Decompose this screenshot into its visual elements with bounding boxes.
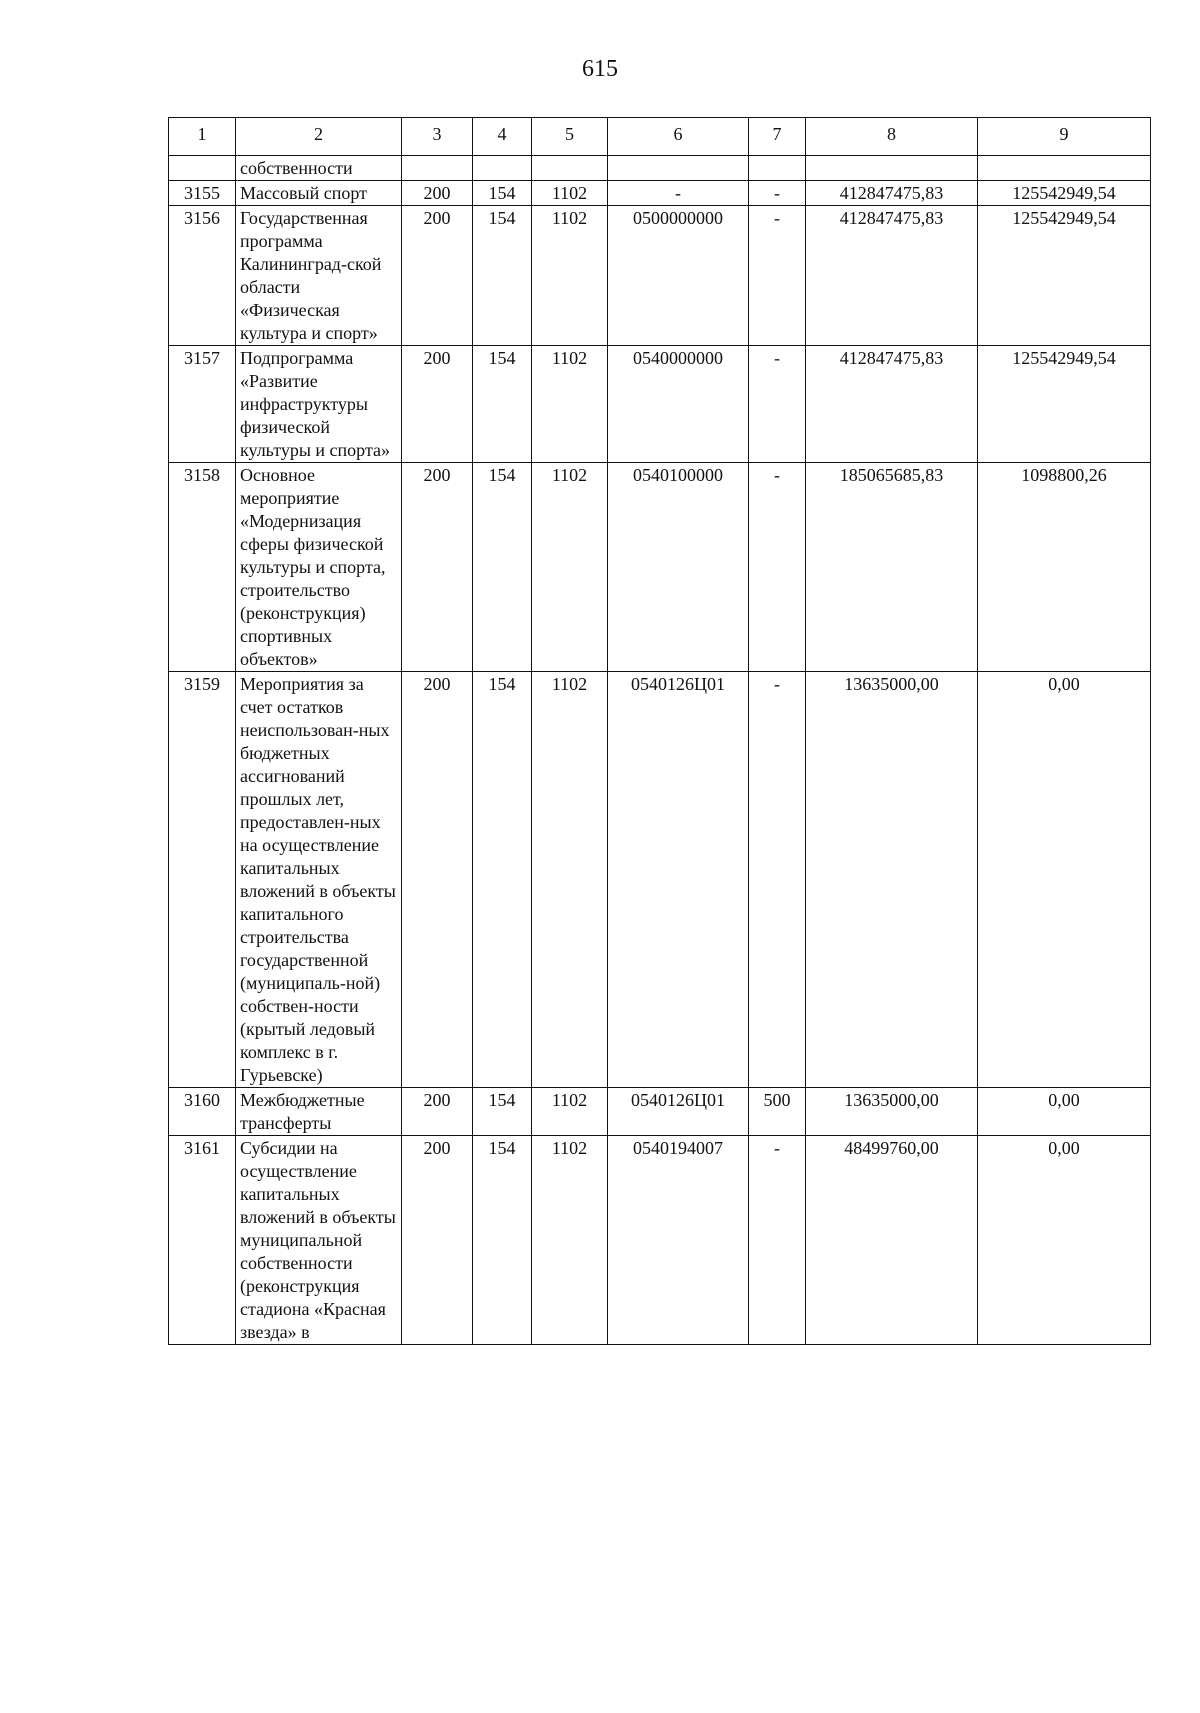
table-row xyxy=(169,156,1151,181)
cell-col9 xyxy=(978,156,1151,181)
column-header: 1 xyxy=(169,118,236,156)
cell-col7: - xyxy=(749,1136,806,1345)
cell-col9: 0,00 xyxy=(978,1136,1151,1345)
cell-col4: 154 xyxy=(473,463,532,672)
column-header: 4 xyxy=(473,118,532,156)
column-header: 8 xyxy=(806,118,978,156)
row-number: 3161 xyxy=(169,1136,236,1345)
table-row xyxy=(169,346,1151,463)
row-number: 3160 xyxy=(169,1088,236,1136)
row-name: Государственная программа Калининград-ской области «Физическая культура и спорт» xyxy=(236,206,402,346)
cell-col8: 412847475,83 xyxy=(806,346,978,463)
cell-col9: 0,00 xyxy=(978,672,1151,1088)
cell-col6: 0540194007 xyxy=(608,1136,749,1345)
row-number: 3158 xyxy=(169,463,236,672)
cell-col7: - xyxy=(749,463,806,672)
cell-col6: 0540126Ц01 xyxy=(608,1088,749,1136)
cell-col5: 1102 xyxy=(532,346,608,463)
table-row xyxy=(169,463,1151,672)
cell-col5 xyxy=(532,156,608,181)
cell-col3: 200 xyxy=(402,206,473,346)
cell-col9: 125542949,54 xyxy=(978,206,1151,346)
cell-col8: 48499760,00 xyxy=(806,1136,978,1345)
cell-col3: 200 xyxy=(402,1088,473,1136)
page-number: 615 xyxy=(582,56,618,82)
cell-col7: - xyxy=(749,206,806,346)
cell-col4: 154 xyxy=(473,1136,532,1345)
row-name: Субсидии на осуществление капитальных вложений в объекты муниципальной собственности (реконструкция стадиона «Красная звезда» в xyxy=(236,1136,402,1345)
cell-col6: 0540000000 xyxy=(608,346,749,463)
cell-col4: 154 xyxy=(473,346,532,463)
cell-col8: 412847475,83 xyxy=(806,206,978,346)
cell-col8: 185065685,83 xyxy=(806,463,978,672)
cell-col6 xyxy=(608,156,749,181)
cell-col4 xyxy=(473,156,532,181)
column-header: 3 xyxy=(402,118,473,156)
row-name: Подпрограмма «Развитие инфраструктуры физической культуры и спорта» xyxy=(236,346,402,463)
cell-col3: 200 xyxy=(402,463,473,672)
cell-col5: 1102 xyxy=(532,1088,608,1136)
column-header: 7 xyxy=(749,118,806,156)
cell-col5: 1102 xyxy=(532,206,608,346)
cell-col9: 1098800,26 xyxy=(978,463,1151,672)
cell-col4: 154 xyxy=(473,206,532,346)
cell-col4: 154 xyxy=(473,672,532,1088)
cell-col7: 500 xyxy=(749,1088,806,1136)
cell-col3: 200 xyxy=(402,672,473,1088)
cell-col9: 0,00 xyxy=(978,1088,1151,1136)
row-number: 3155 xyxy=(169,181,236,206)
cell-col7: - xyxy=(749,672,806,1088)
cell-col3: 200 xyxy=(402,181,473,206)
cell-col7: - xyxy=(749,181,806,206)
row-number: 3156 xyxy=(169,206,236,346)
table-row xyxy=(169,206,1151,346)
row-number: 3157 xyxy=(169,346,236,463)
row-number: 3159 xyxy=(169,672,236,1088)
cell-col5: 1102 xyxy=(532,1136,608,1345)
cell-col6: 0500000000 xyxy=(608,206,749,346)
budget-table xyxy=(168,117,1151,1345)
cell-col6: 0540100000 xyxy=(608,463,749,672)
header-row xyxy=(169,118,1151,156)
cell-col5: 1102 xyxy=(532,181,608,206)
column-header: 6 xyxy=(608,118,749,156)
cell-col9: 125542949,54 xyxy=(978,346,1151,463)
table-row xyxy=(169,1088,1151,1136)
row-name: Основное мероприятие «Модернизация сферы физической культуры и спорта, строительство (реконструкция) спортивных объектов» xyxy=(236,463,402,672)
cell-col6: - xyxy=(608,181,749,206)
cell-col8: 13635000,00 xyxy=(806,1088,978,1136)
cell-col8 xyxy=(806,156,978,181)
row-name: собственности xyxy=(236,156,402,181)
cell-col5: 1102 xyxy=(532,672,608,1088)
cell-col5: 1102 xyxy=(532,463,608,672)
table-row xyxy=(169,181,1151,206)
table-row xyxy=(169,1136,1151,1345)
column-header: 2 xyxy=(236,118,402,156)
cell-col4: 154 xyxy=(473,181,532,206)
cell-col9: 125542949,54 xyxy=(978,181,1151,206)
cell-col3: 200 xyxy=(402,346,473,463)
cell-col8: 412847475,83 xyxy=(806,181,978,206)
cell-col8: 13635000,00 xyxy=(806,672,978,1088)
row-name: Мероприятия за счет остатков неиспользован-ных бюджетных ассигнований прошлых лет, предоставлен-ных на осуществление капитальных вложений в объекты капитального строительства государственной (муниципаль-ной) собствен-ности (крытый ледовый комплекс в г. Гурьевске) xyxy=(236,672,402,1088)
cell-col7 xyxy=(749,156,806,181)
row-name: Межбюджетные трансферты xyxy=(236,1088,402,1136)
row-name: Массовый спорт xyxy=(236,181,402,206)
column-header: 9 xyxy=(978,118,1151,156)
cell-col6: 0540126Ц01 xyxy=(608,672,749,1088)
cell-col4: 154 xyxy=(473,1088,532,1136)
cell-col3: 200 xyxy=(402,1136,473,1345)
row-number xyxy=(169,156,236,181)
table-row xyxy=(169,672,1151,1088)
column-header: 5 xyxy=(532,118,608,156)
cell-col3 xyxy=(402,156,473,181)
cell-col7: - xyxy=(749,346,806,463)
